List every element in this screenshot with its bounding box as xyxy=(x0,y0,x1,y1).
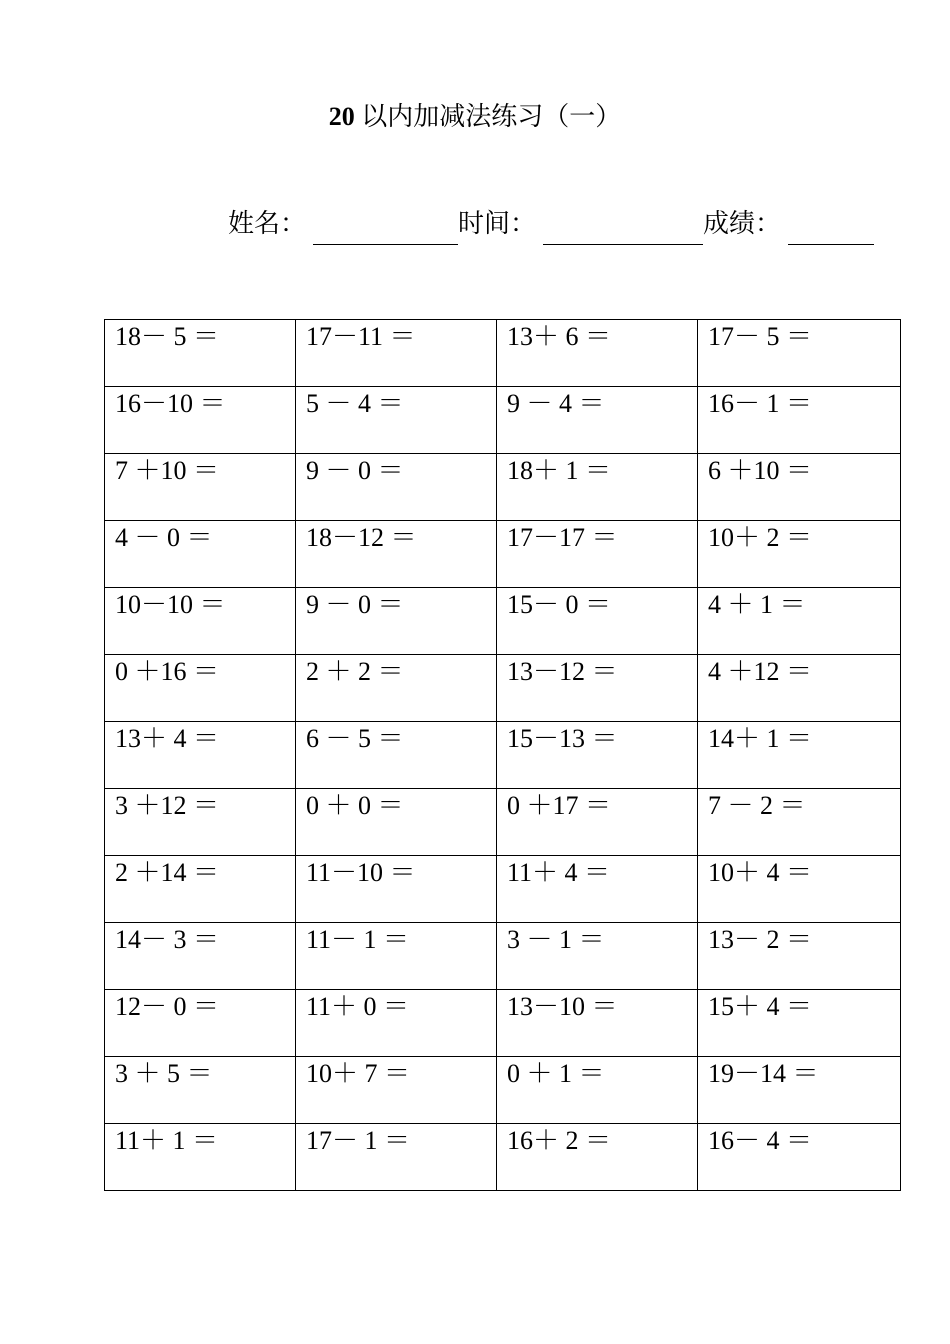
problem-text: 10＋ 2 ＝ xyxy=(708,523,813,552)
problem-cell[interactable] xyxy=(497,588,698,655)
problem-text: 16－ 1 ＝ xyxy=(708,389,813,418)
problem-text: 3 － 1 ＝ xyxy=(507,925,605,954)
problem-text: 13＋ 4 ＝ xyxy=(115,724,220,753)
problem-text: 2 ＋14 ＝ xyxy=(115,858,220,887)
table-row xyxy=(105,923,901,990)
problem-text: 3 ＋12 ＝ xyxy=(115,791,220,820)
problem-text: 19－14 ＝ xyxy=(708,1059,819,1088)
problem-cell[interactable] xyxy=(296,655,497,722)
problem-cell[interactable] xyxy=(698,320,901,387)
problem-text: 6 ＋10 ＝ xyxy=(708,456,813,485)
problem-cell[interactable] xyxy=(105,923,296,990)
problem-text: 17－ 5 ＝ xyxy=(708,322,813,351)
problem-cell[interactable] xyxy=(105,588,296,655)
problem-text: 11＋ 4 ＝ xyxy=(507,858,611,887)
table-row xyxy=(105,655,901,722)
problem-cell[interactable] xyxy=(698,454,901,521)
problem-cell[interactable] xyxy=(698,789,901,856)
problem-grid-body xyxy=(105,320,901,1191)
table-row xyxy=(105,990,901,1057)
problem-cell[interactable] xyxy=(296,521,497,588)
problem-cell[interactable] xyxy=(296,789,497,856)
table-row xyxy=(105,521,901,588)
problem-text: 4 ＋ 1 ＝ xyxy=(708,590,806,619)
problem-cell[interactable] xyxy=(296,387,497,454)
problem-text: 5 － 4 ＝ xyxy=(306,389,404,418)
problem-text: 9 － 0 ＝ xyxy=(306,456,404,485)
table-row xyxy=(105,856,901,923)
problem-text: 6 － 5 ＝ xyxy=(306,724,404,753)
problem-text: 10＋ 7 ＝ xyxy=(306,1059,411,1088)
problem-cell[interactable] xyxy=(698,655,901,722)
problem-text: 15－ 0 ＝ xyxy=(507,590,612,619)
problem-cell[interactable] xyxy=(497,1057,698,1124)
table-row xyxy=(105,454,901,521)
name-label: 姓名： xyxy=(228,209,307,238)
problem-text: 16＋ 2 ＝ xyxy=(507,1126,612,1155)
problem-text: 15－13 ＝ xyxy=(507,724,618,753)
problem-cell[interactable] xyxy=(497,454,698,521)
problem-cell[interactable] xyxy=(105,655,296,722)
problem-grid xyxy=(104,319,901,1191)
problem-cell[interactable] xyxy=(698,923,901,990)
info-row xyxy=(0,204,950,248)
problem-cell[interactable] xyxy=(296,856,497,923)
problem-cell[interactable] xyxy=(105,1057,296,1124)
problem-text: 4 ＋12 ＝ xyxy=(708,657,813,686)
problem-text: 16－10 ＝ xyxy=(115,389,226,418)
problem-text: 0 ＋16 ＝ xyxy=(115,657,220,686)
worksheet-title xyxy=(0,97,950,137)
score-blank[interactable] xyxy=(788,244,874,245)
problem-text: 18－ 5 ＝ xyxy=(115,322,220,351)
problem-cell[interactable] xyxy=(698,521,901,588)
problem-text: 7 － 2 ＝ xyxy=(708,791,806,820)
score-label: 成绩： xyxy=(703,209,782,238)
problem-cell[interactable] xyxy=(698,722,901,789)
problem-text: 17－ 1 ＝ xyxy=(306,1126,411,1155)
problem-text: 10＋ 4 ＝ xyxy=(708,858,813,887)
table-row xyxy=(105,1124,901,1191)
problem-text: 12－ 0 ＝ xyxy=(115,992,220,1021)
problem-text: 15＋ 4 ＝ xyxy=(708,992,813,1021)
problem-text: 11－10 ＝ xyxy=(306,858,416,887)
table-row xyxy=(105,789,901,856)
table-row xyxy=(105,1057,901,1124)
problem-cell[interactable] xyxy=(296,923,497,990)
problem-cell[interactable] xyxy=(698,1057,901,1124)
problem-text: 2 ＋ 2 ＝ xyxy=(306,657,404,686)
problem-text: 13－ 2 ＝ xyxy=(708,925,813,954)
table-row xyxy=(105,588,901,655)
problem-text: 13＋ 6 ＝ xyxy=(507,322,612,351)
problem-cell[interactable] xyxy=(497,856,698,923)
problem-cell[interactable] xyxy=(105,387,296,454)
problem-cell[interactable] xyxy=(497,521,698,588)
problem-text: 11＋ 1 ＝ xyxy=(115,1126,219,1155)
problem-text: 17－11 ＝ xyxy=(306,322,416,351)
problem-text: 7 ＋10 ＝ xyxy=(115,456,220,485)
problem-text: 13－12 ＝ xyxy=(507,657,618,686)
problem-text: 3 ＋ 5 ＝ xyxy=(115,1059,213,1088)
problem-cell[interactable] xyxy=(105,320,296,387)
table-row xyxy=(105,320,901,387)
problem-cell[interactable] xyxy=(698,856,901,923)
problem-text: 11－ 1 ＝ xyxy=(306,925,410,954)
problem-text: 0 ＋17 ＝ xyxy=(507,791,612,820)
problem-text: 9 － 0 ＝ xyxy=(306,590,404,619)
problem-text: 14－ 3 ＝ xyxy=(115,925,220,954)
problem-cell[interactable] xyxy=(296,588,497,655)
problem-cell[interactable] xyxy=(296,1057,497,1124)
problem-text: 0 ＋ 1 ＝ xyxy=(507,1059,605,1088)
problem-cell[interactable] xyxy=(497,1124,698,1191)
problem-text: 10－10 ＝ xyxy=(115,590,226,619)
problem-cell[interactable] xyxy=(105,856,296,923)
problem-cell[interactable] xyxy=(105,722,296,789)
problem-cell[interactable] xyxy=(497,655,698,722)
problem-cell[interactable] xyxy=(497,923,698,990)
problem-cell[interactable] xyxy=(497,320,698,387)
problem-cell[interactable] xyxy=(296,990,497,1057)
problem-text: 9 － 4 ＝ xyxy=(507,389,605,418)
problem-cell[interactable] xyxy=(105,454,296,521)
problem-cell[interactable] xyxy=(105,521,296,588)
title-number: 20 xyxy=(328,102,355,131)
problem-cell[interactable] xyxy=(497,789,698,856)
time-label: 时间： xyxy=(458,209,537,238)
problem-text: 18＋ 1 ＝ xyxy=(507,456,612,485)
name-blank[interactable] xyxy=(313,244,458,245)
problem-text: 16－ 4 ＝ xyxy=(708,1126,813,1155)
table-row xyxy=(105,387,901,454)
problem-cell[interactable] xyxy=(698,588,901,655)
problem-text: 14＋ 1 ＝ xyxy=(708,724,813,753)
problem-text: 18－12 ＝ xyxy=(306,523,417,552)
problem-cell[interactable] xyxy=(698,990,901,1057)
problem-cell[interactable] xyxy=(497,722,698,789)
problem-text: 0 ＋ 0 ＝ xyxy=(306,791,404,820)
problem-cell[interactable] xyxy=(296,454,497,521)
time-blank[interactable] xyxy=(543,244,703,245)
problem-cell[interactable] xyxy=(296,1124,497,1191)
problem-cell[interactable] xyxy=(296,320,497,387)
problem-cell[interactable] xyxy=(497,990,698,1057)
problem-text: 13－10 ＝ xyxy=(507,992,618,1021)
problem-text: 11＋ 0 ＝ xyxy=(306,992,410,1021)
table-row xyxy=(105,722,901,789)
problem-cell[interactable] xyxy=(497,387,698,454)
problem-cell[interactable] xyxy=(698,387,901,454)
problem-text: 17－17 ＝ xyxy=(507,523,618,552)
problem-cell[interactable] xyxy=(105,789,296,856)
problem-text: 4 － 0 ＝ xyxy=(115,523,213,552)
problem-cell[interactable] xyxy=(105,1124,296,1191)
title-text: 以内加减法练习（一） xyxy=(354,102,622,131)
problem-cell[interactable] xyxy=(296,722,497,789)
problem-cell[interactable] xyxy=(105,990,296,1057)
problem-cell[interactable] xyxy=(698,1124,901,1191)
